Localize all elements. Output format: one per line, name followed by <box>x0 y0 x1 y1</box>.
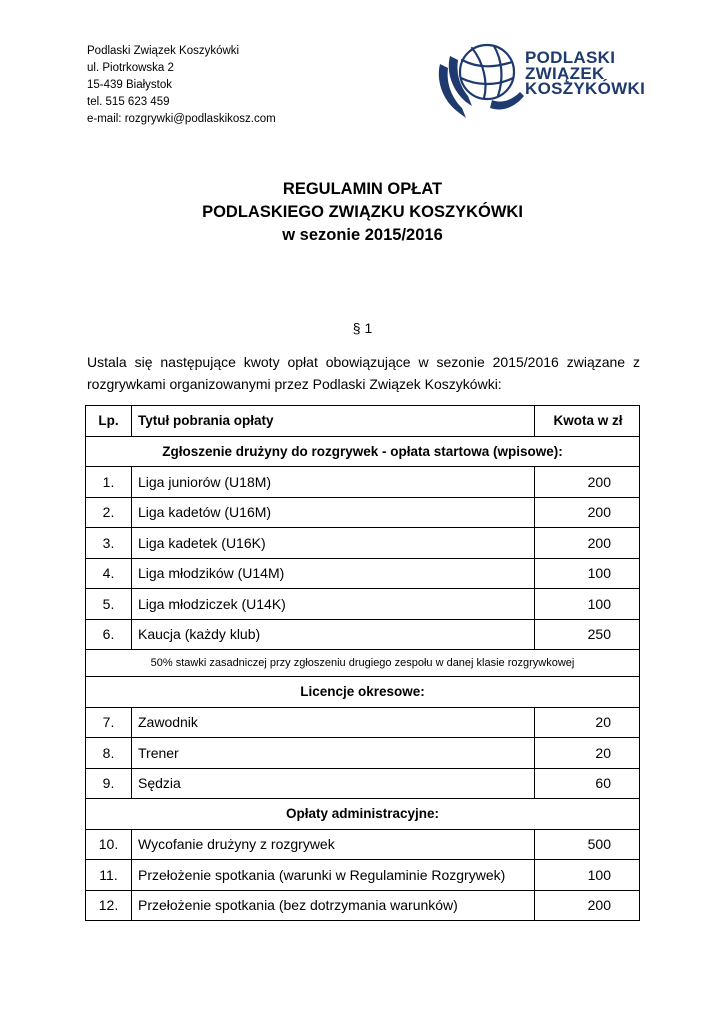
table-row <box>86 768 640 799</box>
row-lp: 9. <box>86 768 132 799</box>
row-title: Przełożenie spotkania (warunki w Regulaminie Rozgrywek) <box>132 860 535 891</box>
table-row <box>86 589 640 620</box>
title-line-2: PODLASKIEGO ZWIĄZKU KOSZYKÓWKI <box>202 203 523 221</box>
row-title: Kaucja (każdy klub) <box>132 619 535 650</box>
basketball-hands-icon <box>432 38 527 124</box>
table-row <box>86 528 640 559</box>
row-amount: 60 <box>535 768 640 799</box>
row-title: Wycofanie drużyny z rozgrywek <box>132 829 535 860</box>
sender-address <box>87 43 276 128</box>
table-row <box>86 890 640 921</box>
row-title: Przełożenie spotkania (bez dotrzymania warunków) <box>132 890 535 921</box>
row-amount: 20 <box>535 707 640 738</box>
address-line: Podlaski Związek Koszykówki <box>87 45 240 57</box>
row-title: Sędzia <box>132 768 535 799</box>
row-lp: 8. <box>86 738 132 769</box>
address-line: e-mail: rozgrywki@podlaskikosz.com <box>87 113 276 125</box>
title-line-3: w sezonie 2015/2016 <box>282 226 443 244</box>
logo-line: PODLASKI <box>525 48 616 67</box>
header-title: Tytuł pobrania opłaty <box>132 406 535 437</box>
table-row <box>86 619 640 650</box>
logo-line: ZWIĄZEK <box>525 63 605 83</box>
row-title: Liga kadetów (U16M) <box>132 497 535 528</box>
row-amount: 200 <box>535 890 640 921</box>
logo-text <box>525 50 645 97</box>
address-line: 15-439 Białystok <box>87 79 173 91</box>
row-lp: 12. <box>86 890 132 921</box>
row-amount: 20 <box>535 738 640 769</box>
header-amount: Kwota w zł <box>535 406 640 437</box>
section-row <box>86 436 640 467</box>
row-title: Liga młodziczek (U14K) <box>132 589 535 620</box>
row-lp: 3. <box>86 528 132 559</box>
table-row <box>86 467 640 498</box>
row-amount: 500 <box>535 829 640 860</box>
row-lp: 11. <box>86 860 132 891</box>
row-amount: 200 <box>535 497 640 528</box>
table-row <box>86 558 640 589</box>
fees-table <box>85 405 640 921</box>
section-title: Zgłoszenie drużyny do rozgrywek - opłata startowa (wpisowe): <box>86 436 640 467</box>
row-lp: 5. <box>86 589 132 620</box>
intro-paragraph: Ustala się następujące kwoty opłat obowiązujące w sezonie 2015/2016 związane z rozgrywkami organizowanymi przez Podlaski Związek Koszykówki: <box>87 354 640 392</box>
note-text: 50% stawki zasadniczej przy zgłoszeniu drugiego zespołu w danej klasie rozgrywkowej <box>86 650 640 677</box>
row-title: Liga juniorów (U18M) <box>132 467 535 498</box>
table-header-row <box>86 406 640 437</box>
section-row <box>86 677 640 708</box>
row-amount: 100 <box>535 558 640 589</box>
row-amount: 100 <box>535 589 640 620</box>
section-title: Licencje okresowe: <box>86 677 640 708</box>
section-title: Opłaty administracyjne: <box>86 799 640 830</box>
row-amount: 250 <box>535 619 640 650</box>
row-lp: 6. <box>86 619 132 650</box>
pzkosz-logo <box>432 38 646 124</box>
row-title: Liga młodzików (U14M) <box>132 558 535 589</box>
row-amount: 200 <box>535 528 640 559</box>
section-row <box>86 799 640 830</box>
address-line: ul. Piotrkowska 2 <box>87 62 174 74</box>
row-title: Liga kadetek (U16K) <box>132 528 535 559</box>
document-title <box>0 178 725 247</box>
table-row <box>86 860 640 891</box>
row-lp: 2. <box>86 497 132 528</box>
row-amount: 200 <box>535 467 640 498</box>
row-title: Zawodnik <box>132 707 535 738</box>
table-row <box>86 707 640 738</box>
header-lp: Lp. <box>86 406 132 437</box>
logo-line: KOSZYKÓWKI <box>525 79 646 98</box>
section-mark: § 1 <box>352 320 373 336</box>
note-row <box>86 650 640 677</box>
table-row <box>86 497 640 528</box>
row-title: Trener <box>132 738 535 769</box>
row-lp: 1. <box>86 467 132 498</box>
row-lp: 10. <box>86 829 132 860</box>
row-lp: 7. <box>86 707 132 738</box>
row-amount: 100 <box>535 860 640 891</box>
table-row <box>86 738 640 769</box>
title-line-1: REGULAMIN OPŁAT <box>282 180 443 198</box>
row-lp: 4. <box>86 558 132 589</box>
address-line: tel. 515 623 459 <box>87 96 170 108</box>
table-row <box>86 829 640 860</box>
